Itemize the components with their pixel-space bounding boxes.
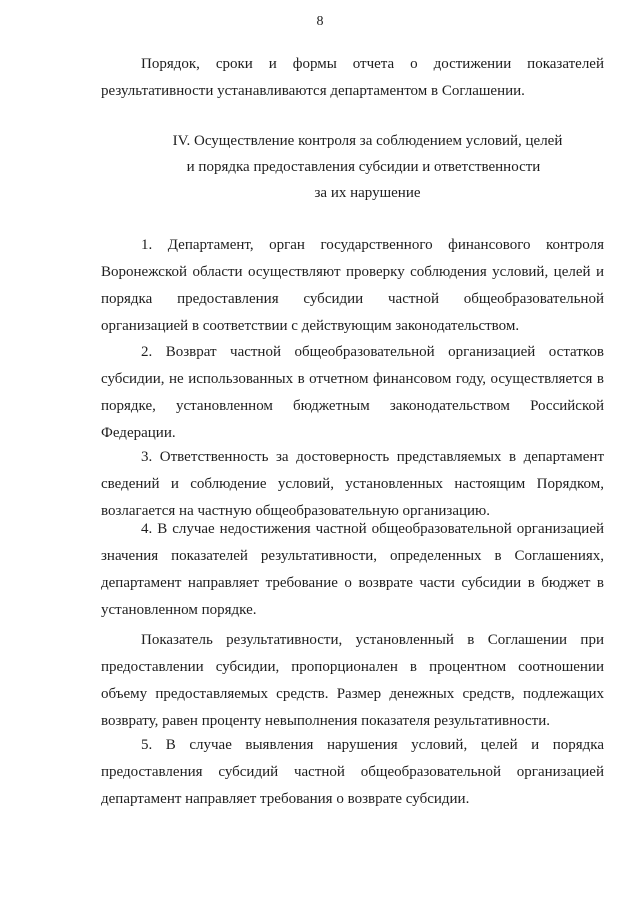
- paragraph-6: 5. В случае выявления нарушения условий, целей и порядка предоставления субсидий частной общеобразовательной организацией департамент направляет требования о возврате субсидии.: [101, 737, 604, 807]
- paragraph-2: 2. Возврат частной общеобразовательной организацией остатков субсидии, не использованных в отчетном финансовом году, осуществляется в порядке, установленном бюджетным законодательством Российской Федерации.: [101, 344, 604, 441]
- intro-paragraph: Порядок, сроки и формы отчета о достижении показателей результативности устанавливаются департаментом в Соглашении.: [101, 56, 604, 99]
- section-heading-line-1: IV. Осуществление контроля за соблюдением условий, целей: [172, 133, 563, 149]
- paragraph-3: 3. Ответственность за достоверность представляемых в департамент сведений и соблюдение условий, установленных настоящим Порядком, возлагается на частную общеобразовательную организацию.: [101, 449, 604, 519]
- paragraph-5: Показатель результативности, установленный в Соглашении при предоставлении субсидии, пропорционален в процентном соотношении объему предоставляемых средств. Размер денежных средств, подлежащих возврату, равен проценту невыполнения показателя результативности.: [101, 632, 604, 729]
- section-heading-line-3: за их нарушение: [314, 185, 421, 201]
- section-heading: [101, 128, 604, 206]
- paragraph-1: 1. Департамент, орган государственного финансового контроля Воронежской области осуществляют проверку соблюдения условий, целей и порядка предоставления субсидии частной общеобразовательной организацией в соответствии с действующим законодательством.: [101, 237, 604, 334]
- paragraph-4: 4. В случае недостижения частной общеобразовательной организацией значения показателей результативности, определенных в Соглашениях, департамент направляет требование о возврате части субсидии в бюджет в установленном порядке.: [101, 521, 604, 618]
- section-heading-line-2: и порядка предоставления субсидии и ответственности: [186, 159, 541, 175]
- page-number: 8: [316, 14, 324, 29]
